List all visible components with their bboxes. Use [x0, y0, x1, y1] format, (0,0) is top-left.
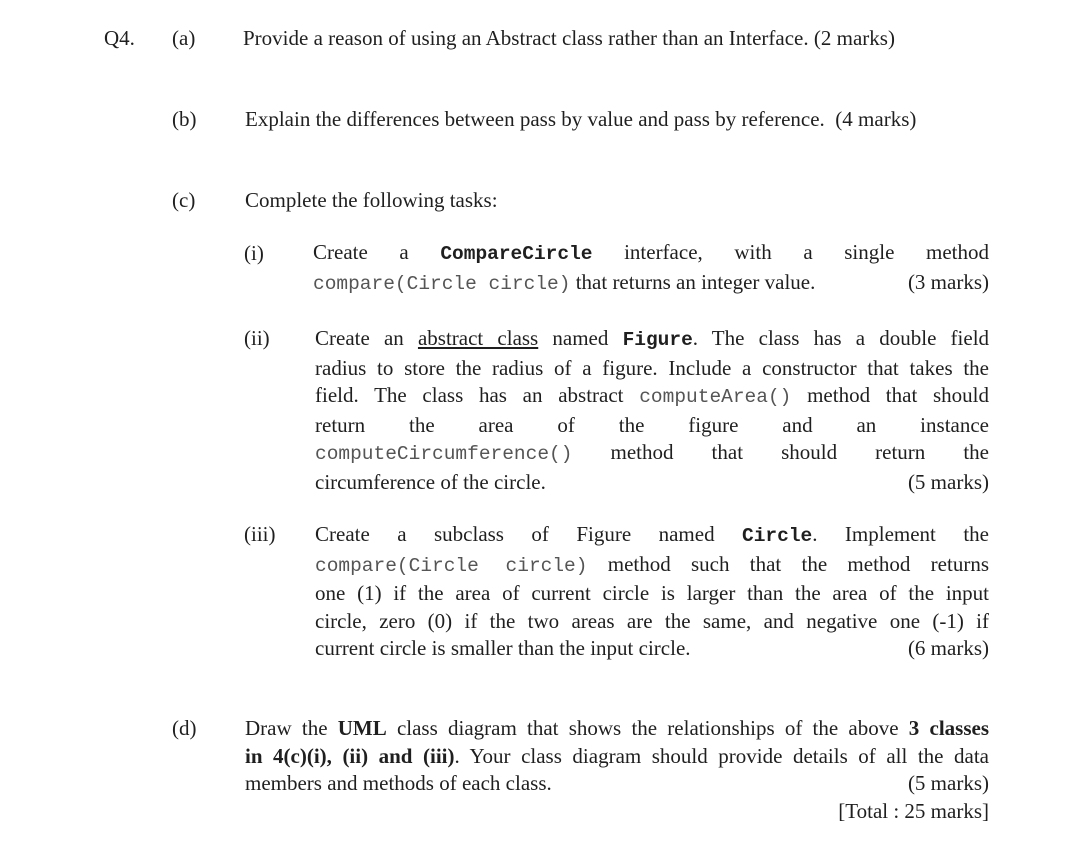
- part-a-question: Provide a reason of using an Abstract class rather than an Interface.: [243, 26, 809, 50]
- part-ci-text: [313, 239, 989, 298]
- compare-circle-interface-name: CompareCircle: [440, 243, 593, 265]
- part-ciii-label: (iii): [244, 522, 276, 546]
- compare-method-signature: compare(Circle circle): [313, 272, 571, 295]
- part-ciii-line-2: compare(Circle circle) method such that the method returns: [315, 551, 989, 577]
- part-ciii-line-5: current circle is smaller than the input circle. (6 marks): [315, 635, 989, 663]
- part-d-line-3: members and methods of each class. (5 marks): [245, 770, 989, 798]
- part-a-text: [243, 25, 895, 52]
- part-cii-label: (ii): [244, 326, 270, 350]
- part-cii-line-6: circumference of the circle. (5 marks): [315, 469, 989, 497]
- part-ci-line-1: Create a CompareCircle interface, with a single method: [313, 240, 990, 265]
- part-ciii-marks: (6 marks): [907, 636, 989, 661]
- part-cii-line-2: radius to store the radius of a figure. Include a constructor that takes the: [315, 355, 989, 380]
- part-ci-marks: (3 marks): [907, 269, 989, 294]
- figure-class-name: Figure: [622, 329, 693, 351]
- part-b-marks: (4 marks): [835, 107, 917, 131]
- part-b-question: Explain the differences between pass by value and pass by reference.: [245, 107, 825, 131]
- part-ciii-line-4: circle, zero (0) if the two areas are the same, and negative one (-1) if: [315, 608, 989, 633]
- uml-term: UML: [337, 716, 387, 740]
- part-ci-line-2: compare(Circle circle) that returns an integer value. (3 marks): [313, 269, 989, 299]
- part-cii-line-5: computeCircumference() method that should return the: [315, 440, 989, 466]
- part-b-text: [245, 106, 916, 133]
- compare-method-signature-2: compare(Circle circle): [315, 554, 588, 577]
- part-cii-line-3: field. The class has an abstract computeArea() method that should: [315, 383, 989, 409]
- part-d-label: (d): [172, 716, 197, 740]
- abstract-class-link: abstract class: [417, 326, 539, 350]
- compute-area-method: computeArea(): [639, 386, 792, 409]
- part-ciii-text: [315, 521, 989, 663]
- three-classes-term: 3 classes: [908, 716, 989, 740]
- part-cii-line-4: return the area of the figure and an instance: [315, 412, 989, 437]
- part-d-line-1: Draw the UML class diagram that shows the relationships of the above 3 classes: [245, 716, 989, 740]
- circle-class-name: Circle: [742, 525, 813, 547]
- part-d-line-2: in 4(c)(i), (ii) and (iii). Your class diagram should provide details of all the data: [245, 743, 989, 768]
- part-cii-marks: (5 marks): [907, 469, 989, 494]
- part-a-label: (a): [172, 26, 196, 50]
- part-d-marks: (5 marks): [907, 771, 989, 796]
- part-cii-line-1: Create an abstract class named Figure. The class has a double field: [315, 326, 990, 351]
- question-number: Q4.: [104, 26, 135, 50]
- part-b-label: (b): [172, 107, 197, 131]
- total-marks: [Total : 25 marks]: [838, 798, 989, 823]
- part-cii-text: [315, 325, 989, 497]
- part-references: in 4(c)(i), (ii) and (iii): [245, 743, 455, 768]
- part-ci-label: (i): [244, 241, 264, 265]
- compute-circumference-method: computeCircumference(): [315, 443, 573, 466]
- part-ciii-line-3: one (1) if the area of current circle is larger than the area of the input: [315, 581, 989, 606]
- part-c-intro: Complete the following tasks:: [245, 188, 498, 212]
- part-ciii-line-1: Create a subclass of Figure named Circle. Implement the: [315, 522, 989, 547]
- part-a-marks: (2 marks): [813, 26, 895, 50]
- part-c-label: (c): [172, 188, 196, 212]
- part-d-text: [245, 715, 989, 825]
